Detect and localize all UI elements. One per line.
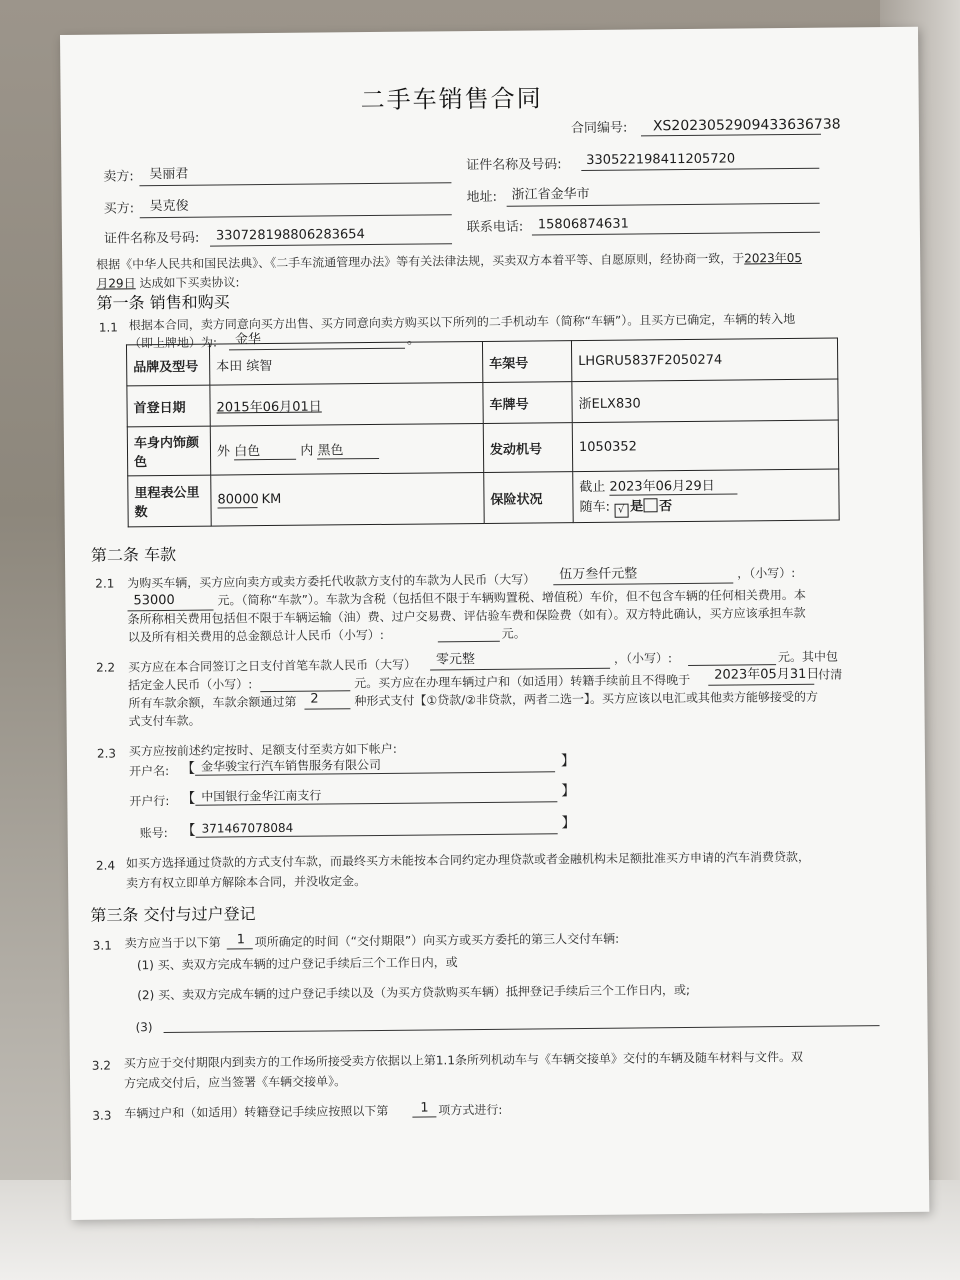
phone-label: 联系电话:	[466, 219, 524, 236]
buyer-name: 吴克俊	[149, 198, 189, 215]
clause-2-1-number: 2.1	[95, 576, 115, 591]
clause-3-3-line1b: 项方式进行:	[438, 1102, 503, 1118]
color-out: 白色	[234, 440, 296, 461]
account-name: 金华骏宝行汽车销售服务有限公司	[200, 757, 382, 774]
delivery-option-underline	[227, 948, 253, 949]
clause-2-4-number: 2.4	[95, 858, 116, 873]
clause-2-1-line2: 元。（简称“车款”）。车款为含税（包括但不限于车辆购置税、增值税）车价，但不包含车辆的任何相关费用。本	[217, 587, 806, 608]
article-1-heading: 第一条 销售和购买	[96, 292, 230, 313]
phone: 15806874631	[537, 216, 629, 233]
bank-close: 】	[561, 783, 576, 800]
insurance-date: 2023年06月29日	[609, 475, 737, 496]
insurance-key: 保险状况	[484, 472, 573, 524]
price-number: 53000	[133, 592, 175, 609]
address: 浙江省金华市	[511, 186, 590, 203]
intro-line1: 根据《中华人民共和国民法典》、《二手车流通管理办法》等有关法律法规，买卖双方本着平等、自愿原则，经协商一致，于2023年05	[96, 250, 803, 272]
buyer-id-label: 证件名称及号码:	[103, 230, 200, 247]
payment-way-underline	[304, 708, 350, 709]
clause-2-4-line2: 卖方有权立即单方解除本合同，并没收定金。	[126, 874, 367, 891]
clause-1-1-number: 1.1	[98, 320, 118, 335]
clause-3-3-line1a: 车辆过户和（如适用）转籍登记手续应按照以下第	[124, 1103, 389, 1121]
brand-key: 品牌及型号	[126, 344, 209, 386]
mileage-key: 里程表公里数	[128, 475, 211, 527]
bank-label: 开户行:	[129, 793, 170, 809]
clause-3-2-line1: 买方应于交付期限内到卖方的工作场所接受卖方依据以上第1.1条所列机动车与《车辆交接单》交付的车辆及随车材料与文件。双	[123, 1049, 804, 1071]
delivery-item-3-underline	[164, 1025, 880, 1033]
clause-2-1-line4b: 元。	[501, 626, 526, 641]
account-no-label: 账号:	[139, 826, 168, 841]
vin-key: 车架号	[482, 341, 571, 383]
bank-open: 【	[181, 790, 196, 807]
clause-1-1-line2: （即上牌地）为:	[128, 335, 218, 351]
final-pay-date-underline	[708, 684, 814, 686]
clause-2-2-line2c: 付清	[818, 667, 843, 682]
account-name-close: 】	[560, 753, 576, 770]
mileage-number: 80000	[217, 492, 259, 508]
clause-3-3-number: 3.3	[92, 1108, 112, 1123]
seller-id-label: 证件名称及号码:	[466, 157, 562, 174]
clause-2-3-number: 2.3	[96, 746, 117, 761]
clause-2-1-line4: 以及所有相关费用的总金额总计人民币（小写）:	[127, 627, 384, 645]
seller-label: 卖方:	[103, 169, 134, 185]
yes-checkbox[interactable]: √	[614, 504, 628, 518]
clause-3-1-line1a: 卖方应当于以下第	[124, 935, 221, 951]
payment-way: 2	[310, 691, 319, 707]
color-value	[210, 423, 483, 475]
delivery-option: 1	[236, 932, 246, 948]
clause-2-1-line3: 条所称相关费用包括但不限于车辆运输（油）费、过户交易费、评估验车费和保险费（如有）。双方特此确认，买方应该承担车款	[127, 605, 806, 627]
clause-3-2-number: 3.2	[91, 1058, 112, 1073]
bank-name: 中国银行金华江南支行	[201, 788, 322, 804]
account-no: 371467078084	[201, 820, 294, 836]
transfer-option-underline	[412, 1116, 436, 1117]
reg-date-value	[210, 382, 483, 426]
delivery-item-3: (3)	[135, 1020, 153, 1035]
vehicle-info-table	[126, 338, 840, 528]
reg-date-key: 首登日期	[127, 385, 210, 427]
final-pay-date: 2023年05月31日	[714, 666, 820, 683]
no-checkbox[interactable]	[643, 498, 657, 512]
clause-1-1-line1: 根据本合同，卖方同意向买方出售、买方同意向卖方购买以下所列的二手机动车（简称“车辆”）。且买方已确定，车辆的转入地	[128, 311, 796, 333]
seller-name: 吴丽君	[149, 166, 189, 183]
contract-title: 二手车销售合同	[360, 84, 543, 115]
engine-value: 1050352	[572, 420, 838, 472]
clause-2-2-line3: 所有车款余额，车款余额通过第	[128, 694, 297, 711]
first-pay-small-label: ，（小写）:	[613, 651, 673, 666]
clause-2-2-line1b: 元。其中包	[777, 649, 839, 665]
article-3-heading: 第三条 交付与过户登记	[90, 904, 256, 925]
clause-2-1-line1: 为购买车辆，买方应向卖方或卖方委托代收款方支付的车款为人民币（大写）	[127, 572, 536, 591]
clause-2-2-line4: 式支付车款。	[128, 713, 201, 729]
address-label: 地址:	[466, 189, 498, 206]
insurance-value	[573, 469, 839, 523]
mileage-value	[211, 472, 484, 526]
mileage-unit: KM	[261, 491, 282, 508]
article-2-heading: 第二条 车款	[90, 544, 177, 565]
delivery-item-2: (2) 买、卖双方完成车辆的过户登记手续以及（为买方贷款购买车辆）抵押登记手续后三个工作日内，或;	[137, 982, 691, 1003]
insurance-with-car: 随车: √ 是 否	[579, 494, 832, 518]
clause-2-3-line1: 买方应按前述约定按时、足额支付至卖方如下帐户:	[128, 741, 397, 759]
insurance-expiry: 截止 2023年06月29日	[579, 474, 832, 496]
brand-value: 本田 缤智	[209, 341, 482, 385]
seller-id: 330522198411205720	[586, 151, 736, 168]
account-name-open: 【	[180, 760, 196, 777]
color-in: 黑色	[317, 439, 379, 460]
clause-3-1-number: 3.1	[92, 938, 112, 953]
total-underline	[438, 641, 500, 643]
color-in-label: 内	[300, 443, 314, 459]
contract-no: XS2023052909433636738	[652, 116, 841, 135]
transfer-option: 1	[420, 1100, 429, 1116]
contract-no-label: 合同编号:	[570, 120, 628, 137]
account-no-close: 】	[561, 815, 576, 832]
clause-2-2-number: 2.2	[96, 660, 116, 675]
color-out-label: 外	[216, 444, 231, 460]
plate-value: 浙ELX830	[572, 379, 838, 423]
registration-place: 金华	[234, 332, 262, 348]
buyer-id: 330728198806283654	[215, 227, 365, 244]
deposit-underline	[260, 690, 350, 692]
clause-2-2-line1: 买方应在本合同签订之日支付首笔车款人民币（大写）	[128, 657, 417, 675]
clause-2-2-line3b: 种形式支付【①贷款/②非贷款，两者二选一】。买方应该以电汇或其他卖方能够接受的方	[354, 689, 819, 709]
price-small-label: ，（小写）:	[737, 565, 796, 581]
price-chinese: 伍万叁仟元整	[559, 566, 638, 583]
clause-2-2-line2: 括定金人民币（小写）:	[128, 677, 253, 693]
engine-key: 发动机号	[483, 423, 572, 473]
clause-1-1-end: 。	[406, 332, 421, 348]
clause-3-1-line1b: 项所确定的时间（“交付期限”）向买方或买方委托的第三人交付车辆:	[254, 931, 620, 950]
clause-2-4-line1: 如买方选择通过贷款的方式支付车款，而最终买方未能按本合同约定办理贷款或者金融机构未足额批准买方申请的汽车消费贷款，	[125, 849, 811, 871]
plate-key: 车牌号	[483, 382, 572, 424]
first-pay-chinese: 零元整	[435, 652, 476, 668]
account-name-label: 开户名:	[129, 763, 170, 779]
clause-3-2-line2: 方完成交付后，应当签署《车辆交接单》。	[123, 1074, 347, 1091]
vin-value: LHGRU5837F2050274	[571, 338, 837, 382]
intro-line2: 月29日 达成如下买卖协议:	[96, 275, 240, 291]
clause-2-2-line2b: 元。买方应在办理车辆过户和（如适用）转籍手续前且不得晚于	[354, 672, 691, 691]
reg-date-text: 2015年06月01日	[216, 399, 322, 416]
contract-paper	[60, 27, 929, 1220]
buyer-label: 买方:	[103, 201, 135, 217]
color-key: 车身内饰颜色	[127, 426, 210, 476]
delivery-item-1: (1) 买、卖双方完成车辆的过户登记手续后三个工作日内，或	[136, 955, 458, 973]
account-no-open: 【	[181, 822, 196, 839]
